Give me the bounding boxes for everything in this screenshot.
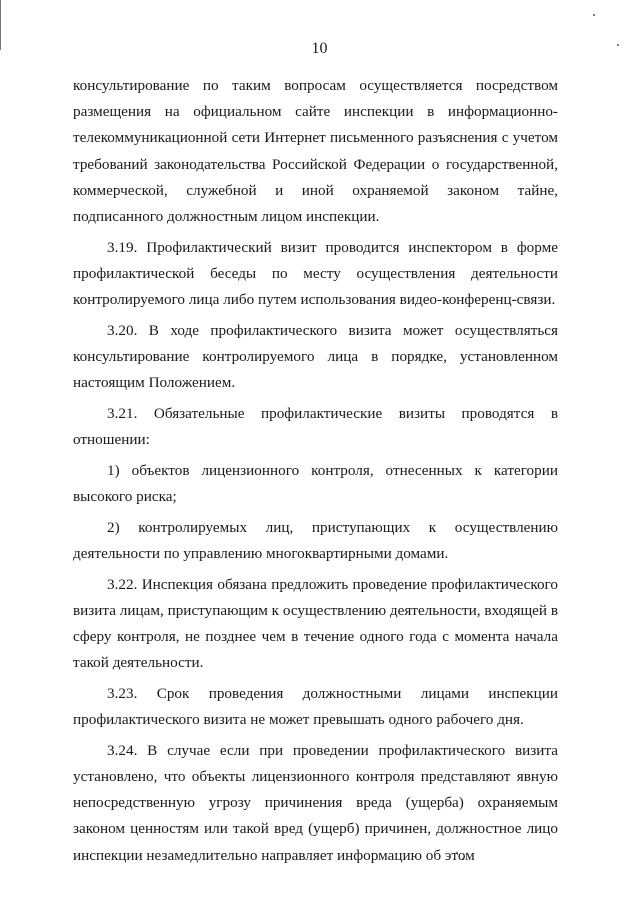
text-line: 3.21. Обязательные профилактические визиты проводятся в (107, 404, 558, 422)
text-line: требований законодательства Российской Федерации о государственной, (73, 155, 558, 173)
paragraph-p322 (73, 572, 558, 677)
paragraph-p324 (73, 738, 558, 869)
page-number: 10 (311, 40, 328, 57)
text-line: отношении: (73, 431, 150, 449)
text-line: непосредственную угрозу причинения вреда (ущерба) охраняемым (73, 794, 558, 812)
text-line: законом ценностям или такой вред (ущерб) причинен, должностное лицо (73, 820, 558, 838)
text-line: 2) контролируемых лиц, приступающих к осуществлению (107, 518, 558, 536)
text-line: визита лицам, приступающим к осуществлению деятельности, входящей в (73, 601, 558, 619)
text-line: высокого риска; (73, 488, 177, 506)
document-body (73, 73, 558, 869)
text-line: настоящим Положением. (73, 374, 236, 392)
paragraph-p319 (73, 235, 558, 314)
text-line: профилактического визита не может превышать одного рабочего дня. (73, 711, 524, 729)
text-line: установлено, что объекты лицензионного контроля представляют явную (73, 768, 558, 786)
paragraph-p0 (73, 73, 558, 230)
text-line: коммерческой, служебной и иной охраняемой законом тайне, (73, 181, 558, 199)
scan-speck (593, 14, 595, 16)
text-line: контролируемого лица либо путем использования видео-конференц-связи. (73, 291, 556, 309)
text-line: подписанного должностным лицом инспекции. (73, 208, 380, 226)
text-line: размещения на официальном сайте инспекции в информационно- (73, 103, 558, 121)
text-line: сферу контроля, не позднее чем в течение одного года с момента начала (73, 628, 558, 646)
paragraph-p323 (73, 681, 558, 733)
paragraph-p321_2 (73, 515, 558, 567)
text-line: профилактической беседы по месту осуществления деятельности (73, 264, 558, 282)
text-line: 3.19. Профилактический визит проводится инспектором в форме (107, 238, 558, 256)
text-line: консультирование по таким вопросам осуществляется посредством (73, 77, 558, 94)
text-line: 3.23. Срок проведения должностными лицами инспекции (107, 684, 558, 702)
paragraph-p320 (73, 318, 558, 397)
text-line: 3.24. В случае если при проведении профилактического визита (107, 741, 558, 759)
paragraph-p321_1 (73, 458, 558, 510)
text-line: деятельности по управлению многоквартирными домами. (73, 544, 449, 562)
text-line: инспекции незамедлительно направляет информацию об этом (73, 846, 475, 864)
paragraph-p321 (73, 401, 558, 453)
text-line: телекоммуникационной сети Интернет письменного разъяснения с учетом (73, 129, 558, 147)
text-line: 3.20. В ходе профилактического визита может осуществляться (107, 321, 558, 339)
text-line: 1) объектов лицензионного контроля, отнесенных к категории (107, 461, 558, 479)
text-line: консультирование контролируемого лица в порядке, установленном (73, 348, 558, 366)
text-line: такой деятельности. (73, 654, 204, 672)
text-line: 3.22. Инспекция обязана предложить проведение профилактического (107, 575, 558, 593)
